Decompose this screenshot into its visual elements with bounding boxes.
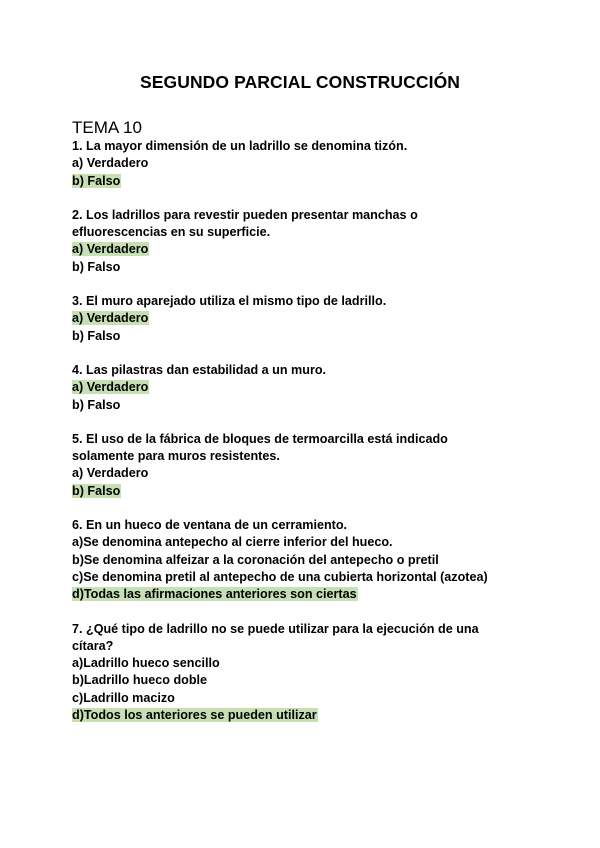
page-title: SEGUNDO PARCIAL CONSTRUCCIÓN	[139, 72, 461, 92]
option-c: c)Ladrillo macizo	[72, 690, 175, 705]
option-a: a)Ladrillo hueco sencillo	[72, 656, 220, 671]
question-text-cont: cítara?	[72, 638, 114, 653]
question-text: 2. Los ladrillos para revestir pueden presentar manchas o	[72, 207, 418, 222]
option-b: b) Falso	[72, 259, 121, 274]
option-b: b)Se denomina alfeizar a la coronación del antepecho o pretil	[72, 552, 439, 567]
option-a-correct: a) Verdadero	[72, 311, 149, 326]
question-7	[72, 621, 542, 725]
option-a: a) Verdadero	[72, 466, 149, 481]
question-1	[72, 138, 542, 190]
question-text: 6. En un hueco de ventana de un cerramiento.	[72, 518, 348, 533]
question-text: 3. El muro aparejado utiliza el mismo tipo de ladrillo.	[72, 294, 387, 309]
option-b-correct: b) Falso	[72, 483, 121, 498]
option-a-correct: a) Verdadero	[72, 380, 149, 395]
question-4	[72, 362, 542, 414]
option-b-correct: b) Falso	[72, 173, 121, 188]
option-b: b) Falso	[72, 397, 121, 412]
question-6	[72, 517, 542, 603]
option-d-correct: d)Todas las afirmaciones anteriores son ciertas	[72, 587, 357, 602]
option-a: a)Se denomina antepecho al cierre inferior del hueco.	[72, 535, 393, 550]
section-heading: TEMA 10	[72, 118, 142, 137]
document-body	[72, 118, 542, 741]
option-a: a) Verdadero	[72, 156, 149, 171]
option-d-correct: d)Todos los anteriores se pueden utilizar	[72, 708, 317, 723]
question-text: 4. Las pilastras dan estabilidad a un muro.	[72, 362, 327, 377]
question-3	[72, 293, 542, 345]
question-text: 7. ¿Qué tipo de ladrillo no se puede utilizar para la ejecución de una	[72, 621, 479, 636]
question-text: 1. La mayor dimensión de un ladrillo se denomina tizón.	[72, 139, 408, 153]
option-b: b)Ladrillo hueco doble	[72, 673, 208, 688]
question-text-cont: solamente para muros resistentes.	[72, 449, 280, 464]
question-5	[72, 431, 542, 500]
question-text: 5. El uso de la fábrica de bloques de termoarcilla está indicado	[72, 431, 448, 446]
option-a-correct: a) Verdadero	[72, 242, 149, 257]
question-text-cont: efluorescencias en su superficie.	[72, 225, 271, 240]
question-2	[72, 207, 542, 276]
option-b: b) Falso	[72, 328, 121, 343]
option-c: c)Se denomina pretil al antepecho de una cubierta horizontal (azotea)	[72, 569, 488, 584]
